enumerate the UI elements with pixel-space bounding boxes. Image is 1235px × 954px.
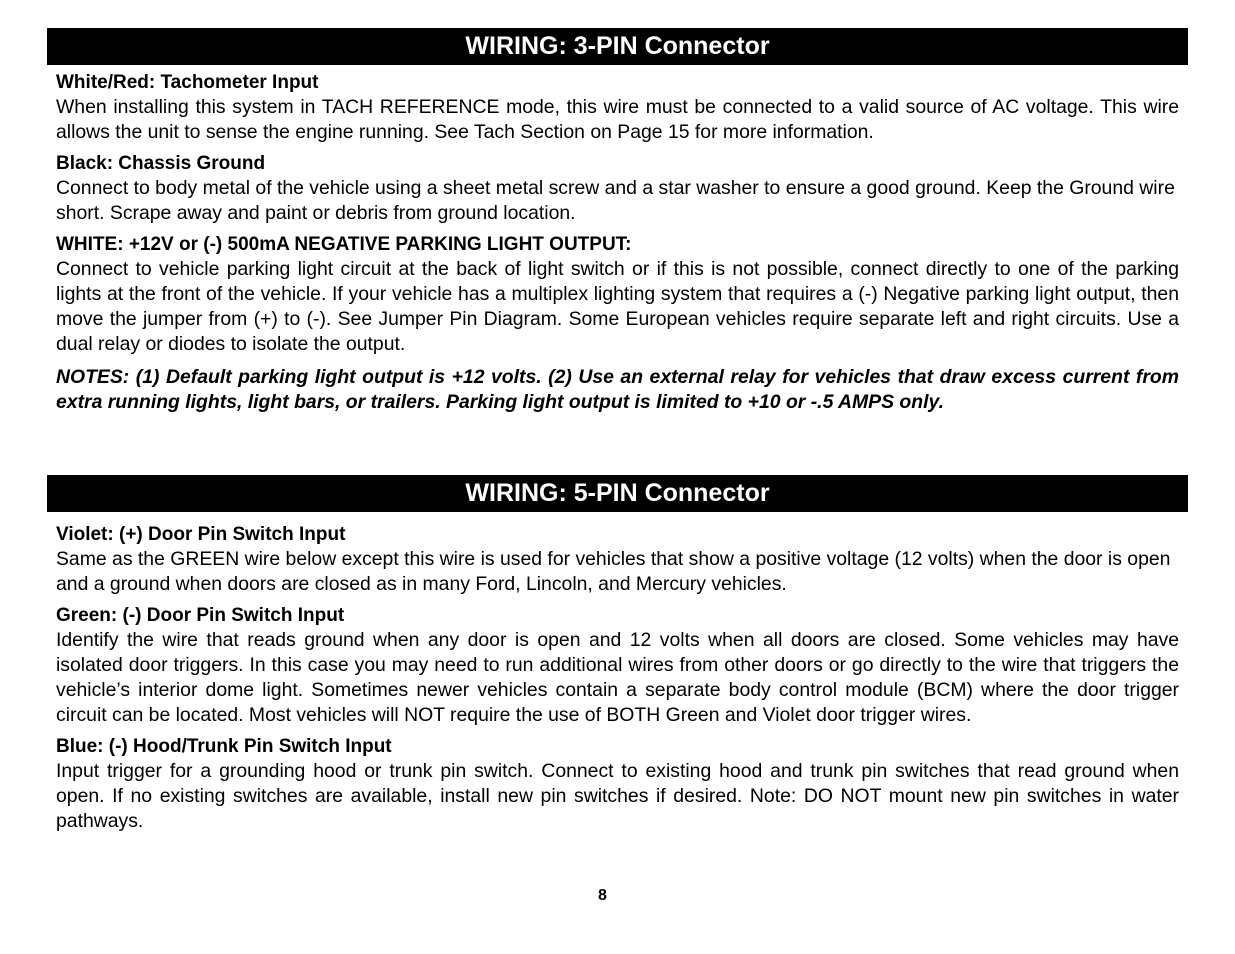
entry-title: Green: (-) Door Pin Switch Input xyxy=(56,605,345,626)
entry-body: Identify the wire that reads ground when any door is open and 12 volts when all doors are closed. Some vehicles may have isolated door triggers. In this case you may need to run additional wires from other doors or go directly to the wire that triggers the vehicle’s interior dome light. Sometimes newer vehicles contain a separate body control module (BCM) where the door trigger circuit can be located. Most vehicles will NOT require the use of BOTH Green and Violet door trigger wires. xyxy=(56,629,1179,726)
section-3-pin-content xyxy=(56,70,1179,415)
entry-title: WHITE: +12V or (-) 500mA NEGATIVE PARKING LIGHT OUTPUT: xyxy=(56,234,632,255)
entry-title: White/Red: Tachometer Input xyxy=(56,72,319,93)
notes-paragraph: NOTES: (1) Default parking light output is +12 volts. (2) Use an external relay for vehicles that draw excess current from extra running lights, light bars, or trailers. Parking light output is limited to +10 or -.5 AMPS only. xyxy=(56,366,1179,413)
entry-title: Violet: (+) Door Pin Switch Input xyxy=(56,524,346,545)
section-heading-5-pin: WIRING: 5-PIN Connector xyxy=(47,475,1188,512)
page-number: 8 xyxy=(598,887,607,904)
entry-blue xyxy=(56,734,1179,834)
section-5-pin-content xyxy=(56,522,1179,840)
entry-body: Same as the GREEN wire below except this wire is used for vehicles that show a positive voltage (12 volts) when the door is open and a ground when doors are closed as in many Ford, Lincoln, and Mercury vehicles. xyxy=(56,548,1171,595)
section-heading-3-pin: WIRING: 3-PIN Connector xyxy=(47,28,1188,65)
entry-body: Connect to body metal of the vehicle using a sheet metal screw and a star washer to ensure a good ground. Keep the Ground wire short. Scrape away and paint or debris from ground location. xyxy=(56,177,1175,224)
entry-black xyxy=(56,151,1179,226)
entry-body: Input trigger for a grounding hood or trunk pin switch. Connect to existing hood and trunk pin switches that read ground when open. If no existing switches are available, install new pin switches if desired. Note: DO NOT mount new pin switches in water pathways. xyxy=(56,760,1179,832)
entry-violet xyxy=(56,522,1179,597)
entry-white-red xyxy=(56,70,1179,145)
entry-title: Black: Chassis Ground xyxy=(56,153,266,174)
entry-body: Connect to vehicle parking light circuit at the back of light switch or if this is not possible, connect directly to one of the parking lights at the front of the vehicle. If your vehicle has a multiplex lighting system that requires a (-) Negative parking light output, then move the jumper from (+) to (-). See Jumper Pin Diagram. Some European vehicles require separate left and right circuits. Use a dual relay or diodes to isolate the output. xyxy=(56,258,1179,355)
entry-title: Blue: (-) Hood/Trunk Pin Switch Input xyxy=(56,736,392,757)
entry-white xyxy=(56,232,1179,357)
entry-green xyxy=(56,603,1179,728)
entry-body: When installing this system in TACH REFERENCE mode, this wire must be connected to a valid source of AC voltage. This wire allows the unit to sense the engine running. See Tach Section on Page 15 for more information. xyxy=(56,96,1179,143)
